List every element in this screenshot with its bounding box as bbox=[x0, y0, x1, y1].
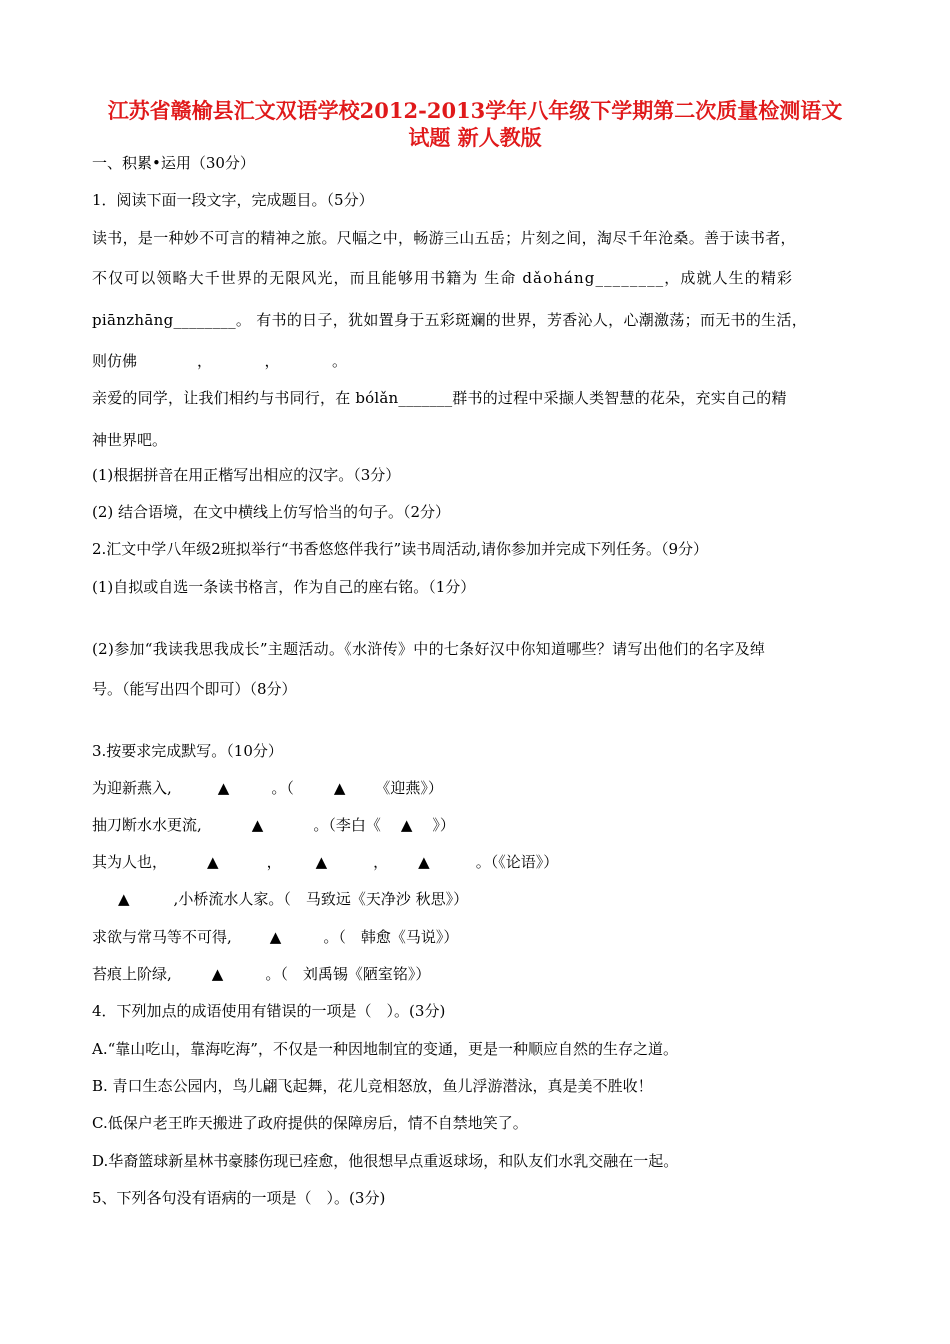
blank-triangle-icon: ▲ bbox=[251, 816, 264, 834]
dictation-text: 》） bbox=[432, 816, 455, 834]
q4-option-c: C.低保户老王昨天搬进了政府提供的保障房后，情不自禁地笑了。 bbox=[92, 1114, 528, 1132]
blank-triangle-icon: ▲ bbox=[211, 965, 224, 983]
dictation-text: ,小桥流水人家。（ 马致远《天净沙 秋思》） bbox=[173, 890, 469, 908]
q1-sub-question-2: (2) 结合语境，在文中横线上仿写恰当的句子。（2分） bbox=[92, 503, 451, 521]
q4-option-d: D.华裔篮球新星林书豪膝伤现已痊愈，他很想早点重返球场，和队友们水乳交融在一起。 bbox=[92, 1152, 679, 1170]
q1-passage2-line-1: 亲爱的同学，让我们相约与书同行，在 bólǎn_______群书的过程中采撷人类智慧的花朵，充实自己的精 bbox=[92, 389, 787, 407]
q2-sub-question-2-line-2: 号。（能写出四个即可）（8分） bbox=[92, 680, 297, 698]
q1-passage-line-1: 读书，是一种妙不可言的精神之旅。尺幅之中，畅游三山五岳；片刻之间，淘尽千年沧桑。善于读书者， bbox=[92, 229, 796, 247]
dictation-text: ， bbox=[373, 853, 389, 871]
dictation-text: 《迎燕》） bbox=[375, 779, 443, 797]
dictation-row-2 bbox=[92, 815, 455, 835]
q4-option-a: A.“靠山吃山，靠海吃海”，不仅是一种因地制宜的变通，更是一种顺应自然的生存之道。 bbox=[92, 1040, 678, 1058]
q4-option-b: B. 青口生态公园内，鸟儿翩飞起舞，花儿竞相怒放，鱼儿浮游潜泳，真是美不胜收！ bbox=[92, 1077, 653, 1095]
dictation-row-1 bbox=[92, 778, 443, 798]
dictation-text: 。（ 韩愈《马说》） bbox=[323, 928, 459, 946]
q1-passage-line-4: 则仿佛 ， ， 。 bbox=[92, 352, 348, 370]
blank-triangle-icon: ▲ bbox=[217, 779, 230, 797]
blank-triangle-icon: ▲ bbox=[418, 853, 430, 871]
dictation-text: 其为人也， bbox=[92, 853, 168, 871]
q2-sub-question-2-line-1: (2)参加“我读我思我成长”主题活动。《水浒传》中的七条好汉中你知道哪些？请写出他们的名字及绰 bbox=[92, 640, 766, 658]
dictation-text: 。（ 刘禹锡《陋室铭》） bbox=[265, 965, 431, 983]
dictation-row-4 bbox=[118, 889, 468, 909]
q1-passage-line-2: 不仅可以领略大千世界的无限风光，而且能够用书籍为 生命 dǎoháng________，成就人生的精彩 bbox=[92, 269, 794, 287]
dictation-text: 苔痕上阶绿, bbox=[92, 965, 172, 983]
document-title-line-2: 试题 新人教版 bbox=[408, 125, 542, 150]
blank-triangle-icon: ▲ bbox=[333, 779, 346, 797]
q4-heading: 4．下列加点的成语使用有错误的一项是（ ）。(3分) bbox=[92, 1002, 446, 1020]
blank-triangle-icon: ▲ bbox=[207, 853, 219, 871]
dictation-text: 求欲与常马等不可得, bbox=[92, 928, 232, 946]
blank-triangle-icon: ▲ bbox=[269, 928, 282, 946]
dictation-text: 。（ bbox=[271, 779, 294, 797]
q2-heading: 2.汇文中学八年级2班拟举行“书香悠悠伴我行”读书周活动,请你参加并完成下列任务。（9分） bbox=[92, 540, 709, 558]
q2-sub-question-1: (1)自拟或自选一条读书格言，作为自己的座右铭。（1分） bbox=[92, 578, 476, 596]
dictation-row-5 bbox=[92, 927, 458, 947]
dictation-text: 。（《论语》） bbox=[475, 853, 559, 871]
blank-triangle-icon: ▲ bbox=[118, 890, 130, 908]
dictation-row-6 bbox=[92, 964, 430, 984]
section-heading: 一、积累•运用（30分） bbox=[92, 154, 255, 172]
dictation-text: ， bbox=[266, 853, 282, 871]
q3-heading: 3.按要求完成默写。（10分） bbox=[92, 742, 283, 760]
blank-triangle-icon: ▲ bbox=[315, 853, 328, 871]
q5-heading: 5、下列各句没有语病的一项是（ ）。(3分) bbox=[92, 1189, 386, 1207]
q1-heading: 1．阅读下面一段文字，完成题目。（5分） bbox=[92, 191, 374, 209]
dictation-text: 。（李白《 bbox=[313, 816, 381, 834]
document-title-line-1: 江苏省赣榆县汇文双语学校2012-2013学年八年级下学期第二次质量检测语文 bbox=[107, 98, 843, 123]
dictation-text: 抽刀断水水更流, bbox=[92, 816, 202, 834]
dictation-row-3 bbox=[92, 852, 558, 872]
dictation-text: 为迎新燕入, bbox=[92, 779, 172, 797]
q1-passage-line-3: piānzhāng________。 有书的日子，犹如置身于五彩斑斓的世界，芳香沁人，心潮激荡；而无书的生活， bbox=[92, 311, 808, 329]
q1-sub-question-1: (1)根据拼音在用正楷写出相应的汉字。（3分） bbox=[92, 466, 401, 484]
blank-triangle-icon: ▲ bbox=[400, 816, 413, 834]
q1-passage2-line-2: 神世界吧。 bbox=[92, 431, 168, 449]
